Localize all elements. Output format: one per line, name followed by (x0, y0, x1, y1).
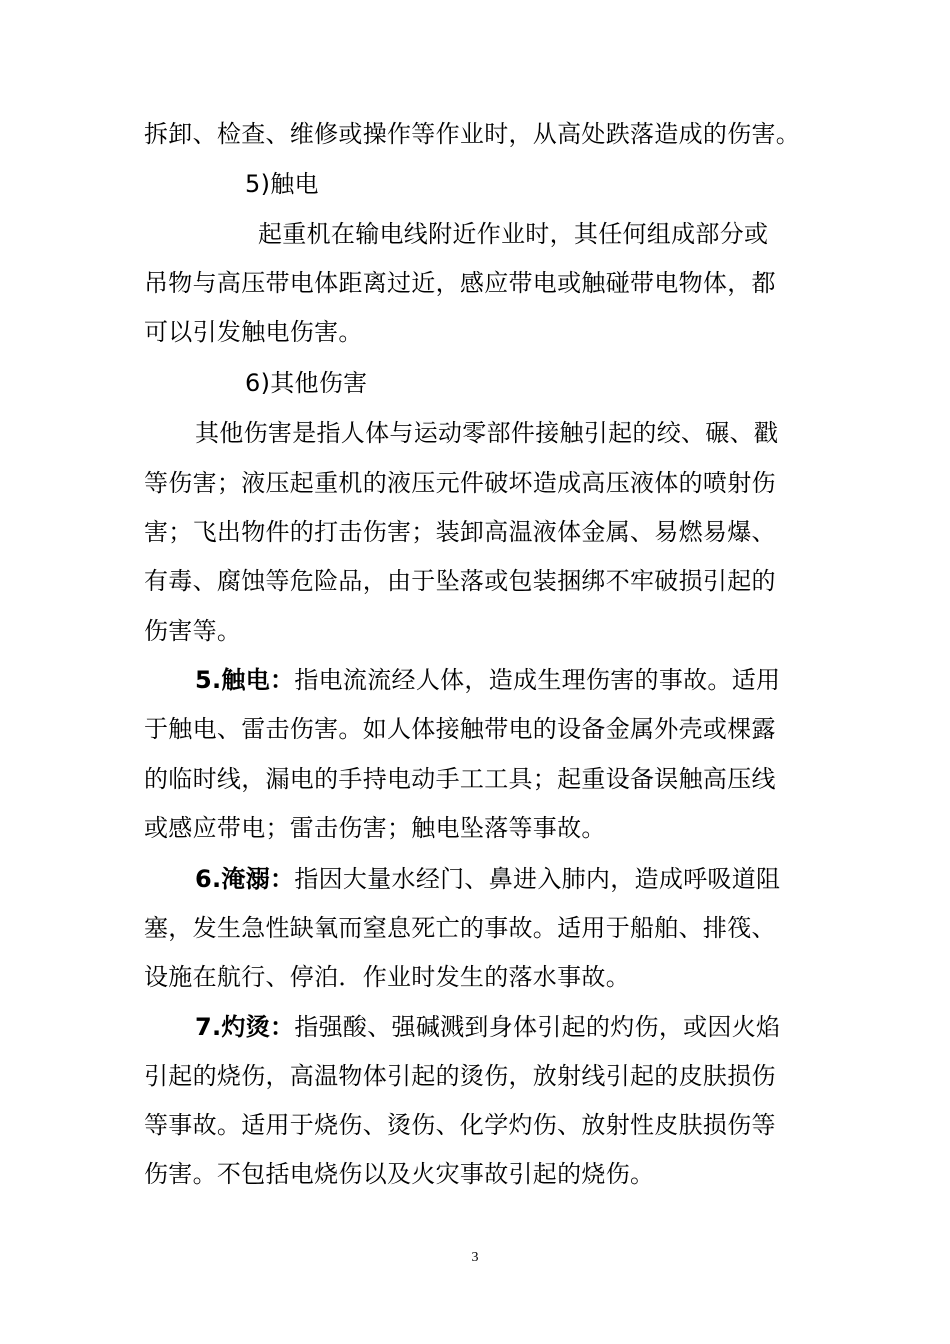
text-line: 起重机在输电线附近作业时，其任何组成部分或 (258, 220, 769, 248)
subsection-heading: 6)其他伤害 (245, 369, 368, 397)
section-text: 指因大量水经门、鼻进入肺内，造成呼吸道阻 (294, 865, 781, 893)
section-heading-electric: 5.触电： (195, 666, 295, 694)
text-line (195, 665, 780, 695)
subsection-heading: 5)触电 (245, 170, 319, 198)
text-line: 害；飞出物件的打击伤害；装卸高温液体金属、易燃易爆、 (144, 518, 776, 546)
text-line: 吊物与高压带电体距离过近，感应带电或触碰带电物体，都 (144, 269, 776, 297)
section-heading-burn: 7.灼烫： (195, 1013, 295, 1041)
section-text: 指强酸、强碱溅到身体引起的灼伤，或因火焰 (294, 1013, 781, 1041)
text-line: 可以引发触电伤害。 (144, 318, 363, 346)
text-line: 引起的烧伤，高温物体引起的烫伤，放射线引起的皮肤损伤 (144, 1062, 776, 1090)
text-line: 等事故。适用于烧伤、烫伤、化学灼伤、放射性皮肤损伤等 (144, 1111, 776, 1139)
text-line (195, 864, 780, 894)
text-line: 或感应带电；雷击伤害；触电坠落等事故。 (144, 814, 606, 842)
section-heading-drowning: 6.淹溺： (195, 865, 295, 893)
page-number: 3 (471, 1250, 479, 1265)
text-line: 等伤害；液压起重机的液压元件破坏造成高压液体的喷射伤 (144, 469, 776, 497)
text-line: 伤害。不包括电烧伤以及火灾事故引起的烧伤。 (144, 1160, 655, 1188)
text-line: 塞，发生急性缺氧而窒息死亡的事故。适用于船舶、排筏、 (144, 914, 776, 942)
text-line: 拆卸、检查、维修或操作等作业时，从高处跌落造成的伤害。 (144, 120, 801, 148)
text-line: 于触电、雷击伤害。如人体接触带电的设备金属外壳或棵露 (144, 715, 776, 743)
text-line: 的临时线，漏电的手持电动手工工具；起重设备误触高压线 (144, 765, 776, 793)
text-line: 有毒、腐蚀等危险品，由于坠落或包装捆绑不牢破损引起的 (144, 567, 776, 595)
text-line (195, 1012, 780, 1042)
text-line: 设施在航行、停泊．作业时发生的落水事故。 (144, 963, 630, 991)
section-text: 指电流流经人体，造成生理伤害的事故。适用 (294, 666, 781, 694)
text-line: 其他伤害是指人体与运动零部件接触引起的绞、碾、戳 (195, 419, 779, 447)
text-line: 伤害等。 (144, 617, 242, 645)
